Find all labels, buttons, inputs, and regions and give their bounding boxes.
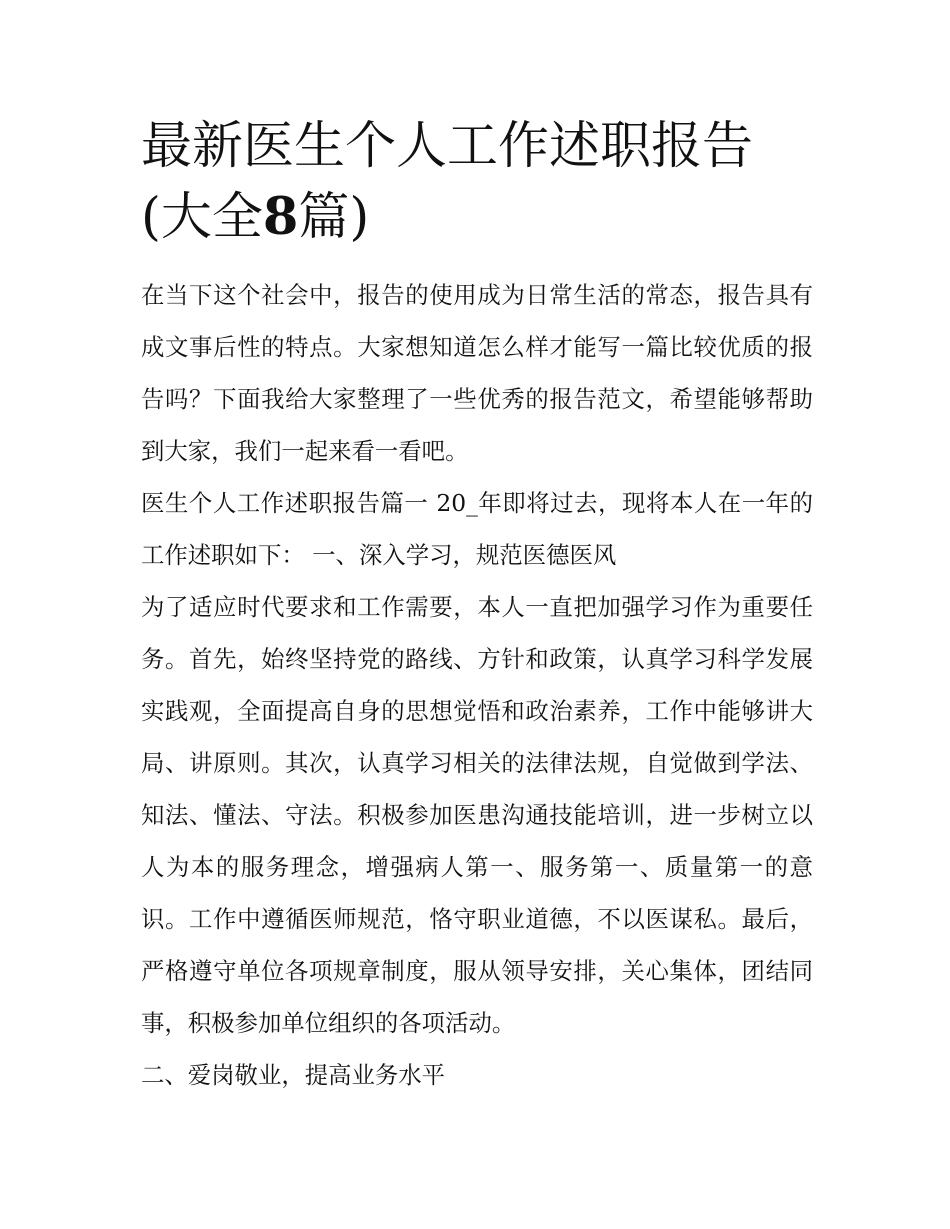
document-body — [141, 112, 813, 1101]
title-text: 最新医生个人工作述职报告(大全 — [141, 117, 754, 247]
title-number: 8 — [262, 187, 299, 247]
document-title — [141, 112, 813, 253]
section-heading-paragraph: 医生个人工作述职报告篇一 20_年即将过去，现将本人在一年的工作述职如下： 一、深入学习，规范医德医风 — [141, 489, 813, 569]
intro-paragraph: 在当下这个社会中，报告的使用成为日常生活的常态，报告具有成文事后性的特点。大家想知道怎么样才能写一篇比较优质的报告吗？下面我给大家整理了一些优秀的报告范文，希望能够帮助到大家，我们一起来看一看吧。 — [141, 281, 813, 465]
body-paragraph: 为了适应时代要求和工作需要，本人一直把加强学习作为重要任务。首先，始终坚持党的路线、方针和政策，认真学习科学发展实践观，全面提高自身的思想觉悟和政治素养，工作中能够讲大局、讲原则。其次，认真学习相关的法律法规，自觉做到学法、知法、懂法、守法。积极参加医患沟通技能培训，进一步树立以人为本的服务理念，增强病人第一、服务第一、质量第一的意识。工作中遵循医师规范，恪守职业道德，不以医谋私。最后，严格遵守单位各项规章制度，服从领导安排，关心集体，团结同事，积极参加单位组织的各项活动。 — [141, 593, 813, 1037]
section-heading: 二、爱岗敬业，提高业务水平 — [141, 1061, 446, 1089]
title-text-end: 篇) — [298, 188, 370, 247]
